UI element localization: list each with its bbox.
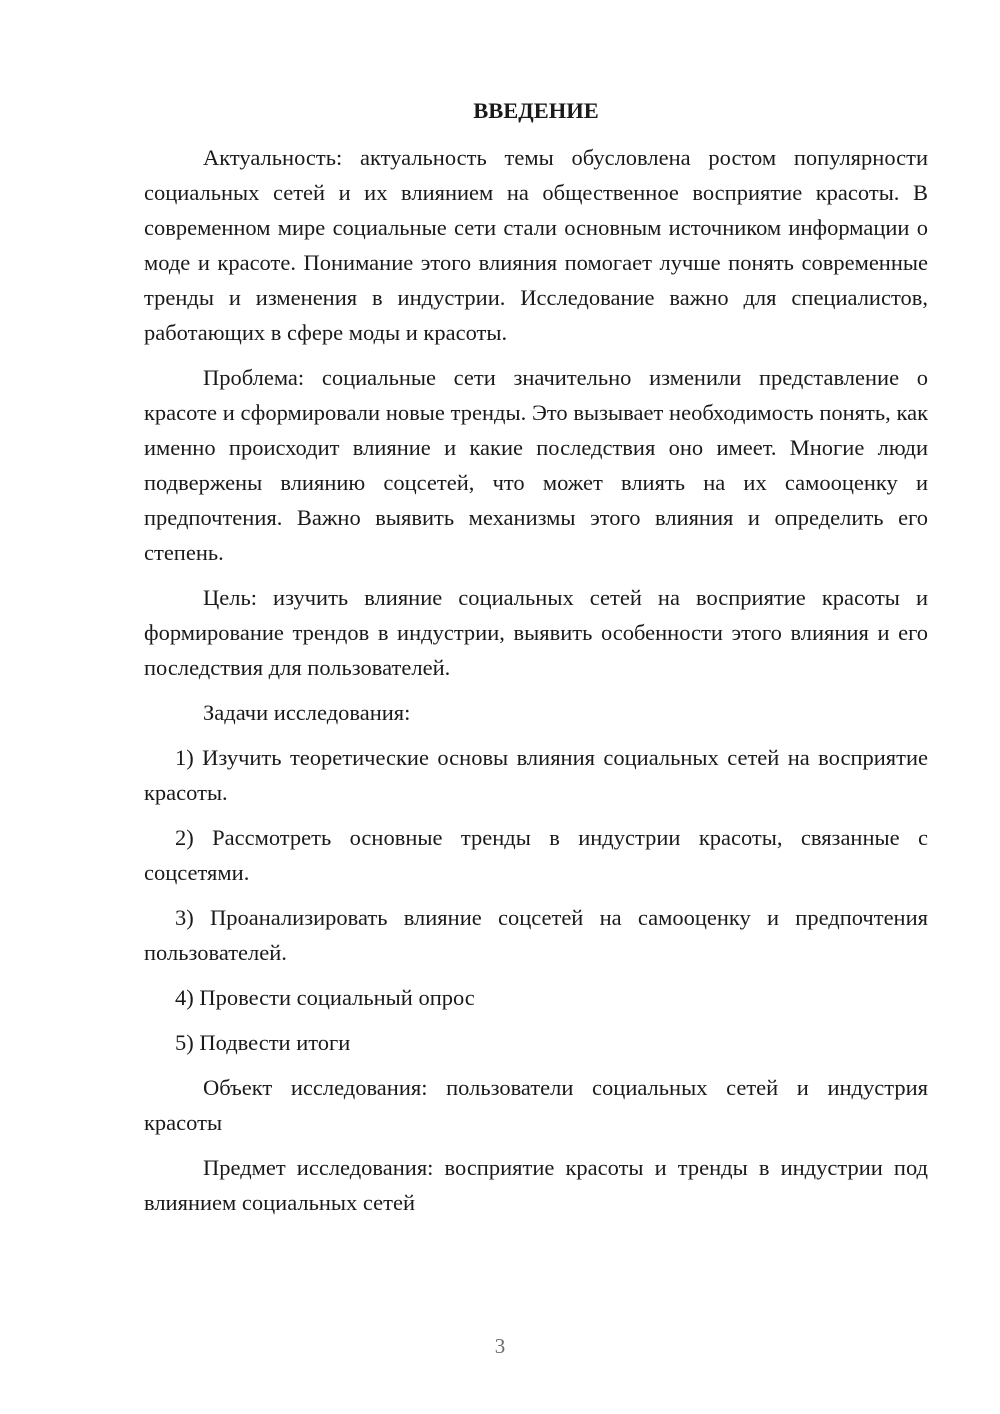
paragraph-tasks-heading: Задачи исследования:: [203, 700, 411, 725]
page-title: ВВЕДЕНИЕ: [473, 98, 599, 123]
paragraph-problem: Проблема: социальные сети значительно изменили представление о красоте и сформировали новые тренды. Это вызывает необходимость понять, как именно происходит влияние и какие последствия оно имеет. Многие люди подвержены влиянию соцсетей, что может влиять на их самооценку и предпочтения. Важно выявить механизмы этого влияния и определить его степень.: [144, 365, 928, 565]
paragraph-subject: Предмет исследования: восприятие красоты и тренды в индустрии под влиянием социальных сетей: [144, 1155, 928, 1215]
task-item: 2) Рассмотреть основные тренды в индустрии красоты, связанные с соцсетями.: [144, 825, 928, 885]
page-content: [144, 93, 928, 1230]
paragraph-goal: Цель: изучить влияние социальных сетей на восприятие красоты и формирование трендов в индустрии, выявить особенности этого влияния и его последствия для пользователей.: [144, 585, 928, 680]
task-item: 1) Изучить теоретические основы влияния социальных сетей на восприятие красоты.: [144, 745, 928, 805]
page-number: 3: [494, 1334, 506, 1358]
paragraph-relevance: Актуальность: актуальность темы обусловлена ростом популярности социальных сетей и их влиянием на общественное восприятие красоты. В современном мире социальные сети стали основным источником информации о моде и красоте. Понимание этого влияния помогает лучше понять современные тренды и изменения в индустрии. Исследование важно для специалистов, работающих в сфере моды и красоты.: [144, 145, 928, 345]
task-item: 5) Подвести итоги: [175, 1030, 351, 1055]
task-item: 3) Проанализировать влияние соцсетей на самооценку и предпочтения пользователей.: [144, 905, 928, 965]
task-item: 4) Провести социальный опрос: [175, 985, 475, 1010]
paragraph-object: Объект исследования: пользователи социальных сетей и индустрия красоты: [144, 1075, 928, 1135]
